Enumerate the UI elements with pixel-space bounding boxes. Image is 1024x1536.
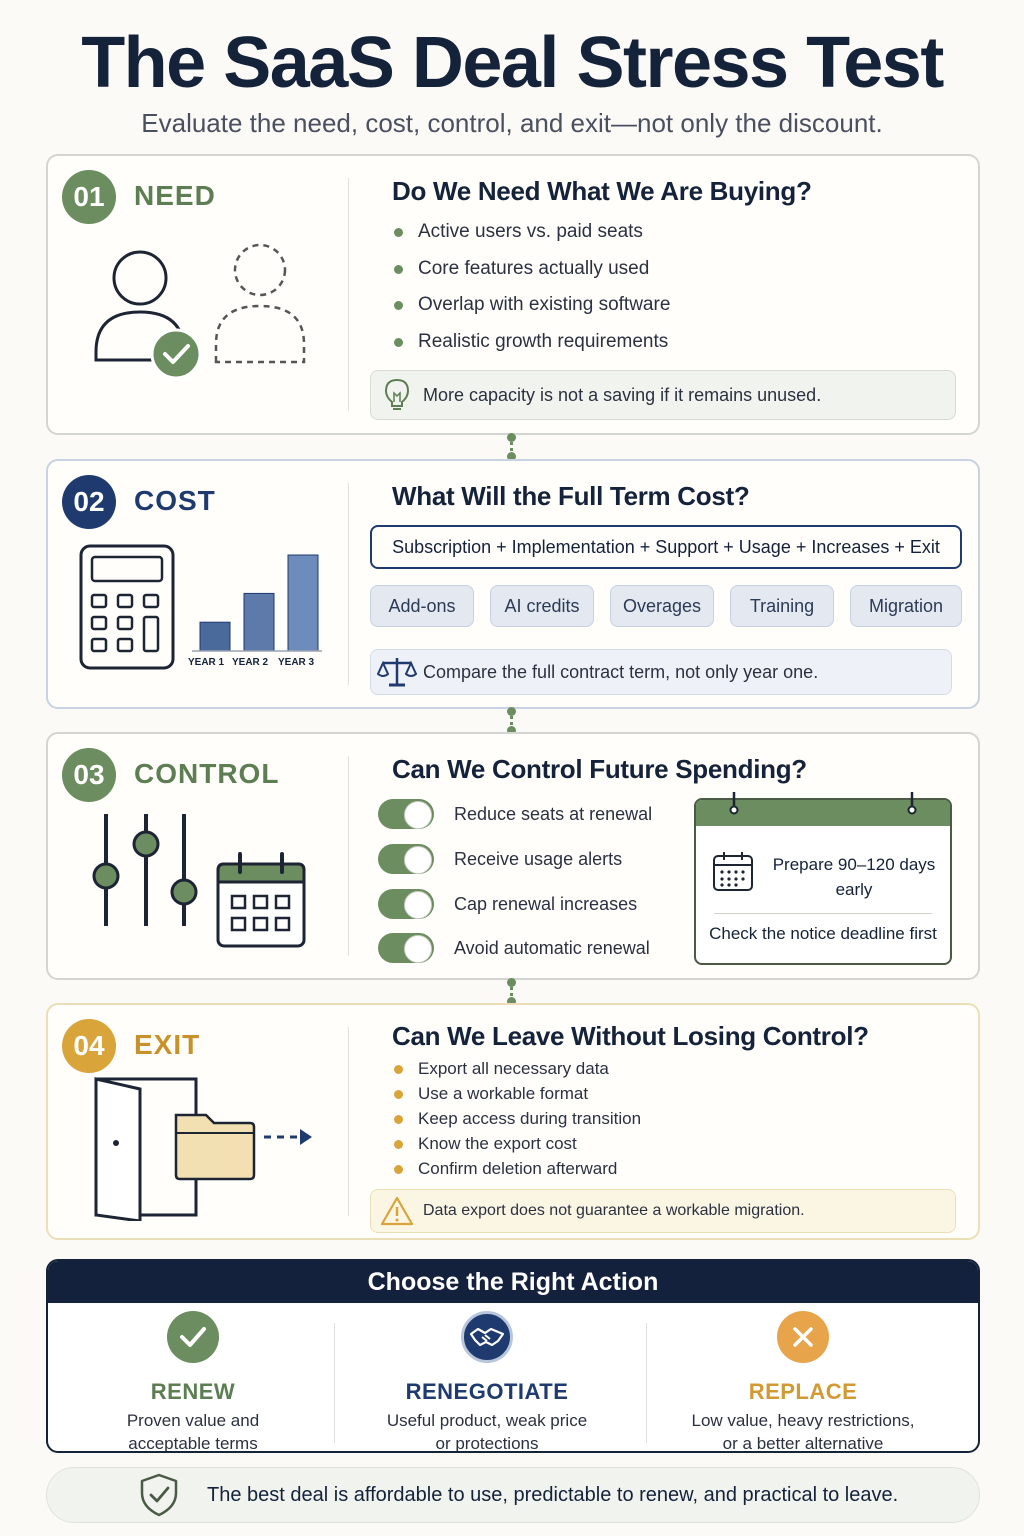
chip-training: Training	[730, 585, 834, 627]
toggle-switch[interactable]	[378, 889, 434, 919]
warning-icon	[371, 1196, 423, 1226]
cost-divider	[348, 483, 349, 685]
option-renew	[48, 1311, 338, 1453]
option-divider	[646, 1323, 647, 1443]
need-question: Do We Need What We Are Buying?	[392, 176, 812, 206]
option-divider	[334, 1323, 335, 1443]
toggle-switch[interactable]	[378, 933, 434, 963]
need-number-badge: 01	[62, 170, 116, 224]
shield-check-icon	[139, 1473, 179, 1517]
toggle-row[interactable]	[378, 844, 622, 874]
toggle-label: Cap renewal increases	[454, 893, 638, 914]
year-2-label: YEAR 2	[232, 657, 269, 668]
year-3-label: YEAR 3	[278, 657, 315, 668]
year-bar	[288, 555, 318, 651]
option-name: RENEGOTIATE	[405, 1379, 569, 1404]
footer-text: The best deal is affordable to use, predictable to renew, and practical to leave.	[207, 1483, 899, 1506]
door-folder-icon	[94, 1075, 320, 1221]
option-desc: Useful product, weak price	[386, 1411, 588, 1430]
list-item: Realistic growth requirements	[392, 330, 670, 367]
chip-migration: Migration	[850, 585, 962, 627]
control-number-badge: 03	[62, 748, 116, 802]
calendar-icon	[216, 852, 306, 948]
check-icon	[167, 1311, 219, 1363]
exit-divider	[348, 1027, 349, 1216]
need-callout	[370, 370, 956, 420]
sliders-icon	[92, 810, 202, 930]
action-panel	[46, 1259, 980, 1453]
toggle-label: Avoid automatic renewal	[454, 937, 650, 958]
year-1-label: YEAR 1	[188, 657, 225, 668]
exit-card	[46, 1003, 980, 1240]
scale-icon	[371, 656, 423, 688]
list-item: Active users vs. paid seats	[392, 220, 670, 257]
need-card	[46, 154, 980, 435]
list-item: Keep access during transition	[392, 1108, 641, 1133]
footer-banner	[46, 1467, 980, 1523]
page-title: The SaaS Deal Stress Test	[81, 23, 943, 103]
page-subtitle: Evaluate the need, cost, control, and exit—not only the discount.	[141, 108, 883, 138]
toggle-switch[interactable]	[378, 799, 434, 829]
cost-card	[46, 459, 980, 709]
need-label: NEED	[134, 180, 216, 211]
cost-question: What Will the Full Term Cost?	[392, 481, 750, 511]
deadline-prepare-text: Prepare 90–120 days early	[772, 855, 936, 899]
cost-callout	[370, 649, 952, 695]
lightbulb-icon	[371, 377, 423, 413]
toggle-row[interactable]	[378, 933, 650, 963]
user-check-icon	[88, 240, 318, 390]
option-desc: Proven value and	[126, 1411, 260, 1430]
connector	[510, 981, 513, 1003]
year-bar	[244, 593, 274, 651]
handshake-icon	[461, 1311, 513, 1363]
dashed-user-icon	[216, 245, 304, 362]
option-desc: acceptable terms	[128, 1434, 258, 1453]
control-question: Can We Control Future Spending?	[392, 754, 807, 784]
toggle-row[interactable]	[378, 889, 637, 919]
cost-number-badge: 02	[62, 475, 116, 529]
option-name: REPLACE	[748, 1379, 858, 1404]
list-item: Use a workable format	[392, 1083, 641, 1108]
option-desc: or a better alternative	[722, 1434, 884, 1453]
cost-label: COST	[134, 485, 216, 516]
need-divider	[348, 178, 349, 411]
list-item: Core features actually used	[392, 257, 670, 294]
option-desc: or protections	[435, 1434, 539, 1453]
option-replace	[658, 1311, 948, 1453]
option-desc: Low value, heavy restrictions,	[691, 1411, 915, 1430]
control-divider	[348, 756, 349, 956]
cost-callout-text: Compare the full contract term, not only year one.	[423, 661, 819, 682]
list-item: Overlap with existing software	[392, 293, 670, 330]
toggle-switch[interactable]	[378, 844, 434, 874]
year-bar	[200, 622, 230, 651]
toggle-row[interactable]	[378, 799, 652, 829]
toggle-label: Receive usage alerts	[454, 848, 623, 869]
list-item: Export all necessary data	[392, 1058, 641, 1083]
chip-add-ons: Add-ons	[370, 585, 474, 627]
x-icon	[777, 1311, 829, 1363]
deadline-card	[694, 798, 952, 965]
exit-callout-text: Data export does not guarantee a workable migration.	[423, 1202, 805, 1219]
exit-callout	[370, 1189, 956, 1233]
calendar-small-icon	[712, 850, 754, 892]
need-bullet-list	[392, 220, 670, 366]
chip-ai-credits: AI credits	[490, 585, 594, 627]
connector	[510, 436, 513, 458]
toggle-label: Reduce seats at renewal	[454, 803, 653, 824]
option-renegotiate	[342, 1311, 632, 1453]
option-name: RENEW	[150, 1379, 236, 1404]
need-callout-text: More capacity is not a saving if it remains unused.	[423, 384, 822, 405]
exit-label: EXIT	[134, 1029, 201, 1060]
list-item: Know the export cost	[392, 1133, 641, 1158]
exit-question: Can We Leave Without Losing Control?	[392, 1021, 869, 1051]
control-label: CONTROL	[134, 758, 280, 789]
deadline-check-text: Check the notice deadline first	[709, 924, 937, 943]
chip-overages: Overages	[610, 585, 714, 627]
cost-formula: Subscription + Implementation + Support + Usage + Increases + Exit	[370, 525, 962, 569]
exit-number-badge: 04	[62, 1019, 116, 1073]
deadline-separator	[714, 913, 932, 914]
control-card	[46, 732, 980, 980]
connector	[510, 710, 513, 732]
action-heading: Choose the Right Action	[48, 1261, 978, 1303]
calculator-icon	[78, 543, 178, 673]
list-item: Confirm deletion afterward	[392, 1158, 641, 1183]
year-bar-chart	[186, 547, 326, 659]
binder-rings-icon	[724, 790, 924, 816]
exit-bullet-list	[392, 1058, 641, 1183]
